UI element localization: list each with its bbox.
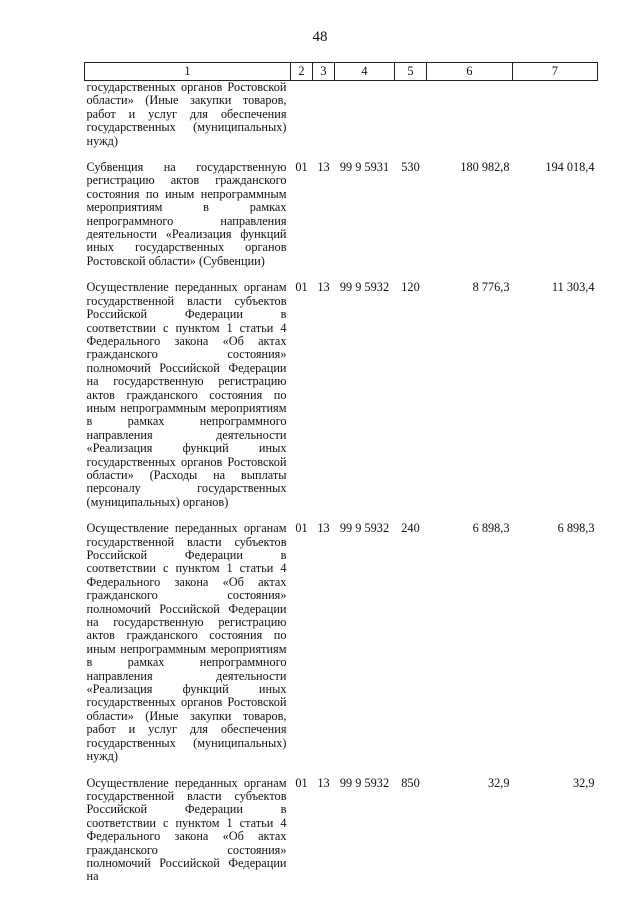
header-col-1: 1: [85, 63, 291, 81]
row-target-code: 99 9 5932: [339, 280, 390, 295]
table-row: [85, 281, 598, 509]
table-row: [85, 161, 598, 268]
row-section: 01: [295, 521, 308, 536]
page-number: 48: [312, 29, 328, 45]
row-amount-year-1: 32,9: [487, 775, 510, 790]
budget-table: [84, 62, 598, 884]
header-col-4: 4: [335, 63, 395, 81]
table-body: [85, 81, 598, 884]
row-subsection: 13: [317, 775, 330, 790]
row-description: Субвенция на государственную регистрацию актов гражданского состояния по иным непрограммным мероприятиям в рамках непрограммного направления деятельности «Реализация функций иных государственных органов Ростовской области» (Субвенции): [86, 160, 287, 268]
row-description: государственных органов Ростовской области» (Иные закупки товаров, работ и услуг для обеспечения государственных (муниципальных) нужд): [86, 80, 287, 148]
row-target-code: 99 9 5932: [339, 521, 390, 536]
row-subsection: 13: [317, 160, 330, 175]
header-col-6: 6: [427, 63, 513, 81]
row-amount-year-2: 11 303,4: [551, 280, 595, 295]
row-expense-type: 240: [401, 521, 420, 536]
row-amount-year-1: 6 898,3: [472, 521, 510, 536]
row-subsection: 13: [317, 280, 330, 295]
row-amount-year-1: 180 982,8: [460, 160, 510, 175]
row-expense-type: [395, 81, 427, 149]
row-section: 01: [295, 280, 308, 295]
row-target-code: 99 9 5932: [339, 775, 390, 790]
row-description: Осуществление переданных органам государственной власти субъектов Российской Федерации в соответствии с пунктом 1 статьи 4 Федерального закона «Об актах гражданского состояния» полномочий Российской Федерации на: [86, 775, 287, 884]
header-row: [85, 63, 598, 81]
row-spacer: [85, 764, 598, 777]
row-subsection: 13: [317, 521, 330, 536]
header-col-7: 7: [513, 63, 598, 81]
row-target-code: 99 9 5931: [339, 160, 390, 175]
row-target-code: [335, 81, 395, 149]
row-amount-year-2: 194 018,4: [545, 160, 595, 175]
header-col-5: 5: [395, 63, 427, 81]
row-amount-year-1: 8 776,3: [472, 280, 510, 295]
row-amount-year-1: [427, 81, 513, 149]
header-col-2: 2: [291, 63, 313, 81]
row-section: 01: [295, 160, 308, 175]
row-expense-type: 530: [401, 160, 420, 175]
row-amount-year-2: 32,9: [572, 775, 595, 790]
row-expense-type: 850: [401, 775, 420, 790]
row-subsection: [313, 81, 335, 149]
table-row: [85, 777, 598, 884]
header-col-3: 3: [313, 63, 335, 81]
row-amount-year-2: [513, 81, 598, 149]
row-description: Осуществление переданных органам государственной власти субъектов Российской Федерации в соответствии с пунктом 1 статьи 4 Федерального закона «Об актах гражданского состояния» полномочий Российской Федерации на государственную регистрацию актов гражданского состояния по иным непрограммным мероприятиям в рамках непрограммного направления деятельности «Реализация функций иных государственных органов Ростовской области» (Расходы на выплаты персоналу государственных (муниципальных) органов): [86, 280, 287, 509]
table-header: [85, 63, 598, 81]
row-expense-type: 120: [401, 280, 420, 295]
table-row: [85, 81, 598, 149]
row-amount-year-2: 6 898,3: [557, 521, 595, 536]
table-row: [85, 522, 598, 763]
row-description: Осуществление переданных органам государственной власти субъектов Российской Федерации в соответствии с пунктом 1 статьи 4 Федерального закона «Об актах гражданского состояния» полномочий Российской Федерации на государственную регистрацию актов гражданского состояния по иным непрограммным мероприятиям в рамках непрограммного направления деятельности «Реализация функций иных государственных органов Ростовской области» (Иные закупки товаров, работ и услуг для обеспечения государственных (муниципальных) нужд): [86, 521, 287, 764]
row-section: [291, 81, 313, 149]
row-section: 01: [295, 775, 308, 790]
